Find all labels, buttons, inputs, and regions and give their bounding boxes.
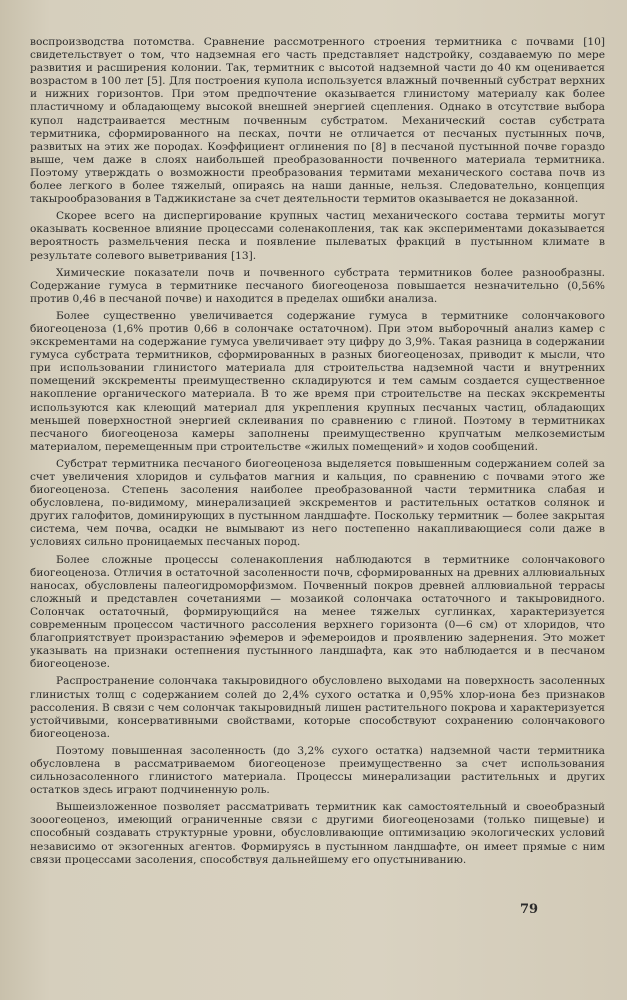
paragraph-2: Скорее всего на диспергирование крупных частиц механического состава термиты могут оказывать косвенное влияние процессами соленакопления, так как экспериментами доказывается вероятность размельчения песка и появление пылеватых фракций в пустынном климате в результате солевого выветривания [13]. bbox=[30, 210, 605, 262]
paragraph-3: Химические показатели почв и почвенного субстрата термитников более разнообразны. Содержание гумуса в термитнике песчаного биогеоценоза повышается незначительно (0,56% против 0,46 в песчаной почве) и находится в пределах ошибки анализа. bbox=[30, 266, 605, 305]
paragraph-5: Субстрат термитника песчаного биогеоценоза выделяется повышенным содержанием солей за счет увеличения хлоридов и сульфатов магния и кальция, по сравнению с почвами этого же биогеоценоза. Степень засоления наиболее преобразованной части термитника слабая и обусловлена, по-видимому, минерализацией экскрементов и растительных остатков солянок и других галофитов, доминирующих в пустынном ландшафте. Поскольку термитник — более закрытая система, чем почва, осадки не вымывают из него постепенно накапливающиеся соли даже в условиях сильно проницаемых песчаных пород. bbox=[30, 457, 605, 549]
paragraph-1: воспроизводства потомства. Сравнение рассмотренного строения термитника с почвами [10] свидетельствует о том, что надземная его часть представляет надстройку, создаваемую по мере развития и расширения колонии. Так, термитник с высотой надземной части до 40 км оценивается возрастом в 100 лет [5]. Для построения купола используется влажный почвенный субстрат верхних и нижних горизонтов. При этом предпочтение оказывается глинистому материалу как более пластичному и обладающему высокой внешней энергией сцепления. Однако в отсутствие выбора купол надстраивается местным почвенным субстратом. Механический состав субстрата термитника, сформированного на песках, почти не отличается от песчаных пустынных почв, развитых на этих же породах. Коэффициент оглинения по [8] в песчаной пустынной почве гораздо выше, чем даже в слоях наибольшей преобразованности почвенного материала термитника. Поэтому утверждать о возможности преобразования термитами механического состава почв из более легкого в более тяжелый, опираясь на наши данные, нельзя. Следовательно, концепция такырообразования в Таджикистане за счет деятельности термитов оказывается не доказанной. bbox=[30, 36, 605, 206]
paragraph-7: Распространение солончака такыровидного обусловлено выходами на поверхность засоленных глинистых толщ с содержанием солей до 2,4% сухого остатка и 0,95% хлор-иона без признаков рассоления. В связи с чем солончак такыровидный лишен растительного покрова и характеризуется устойчивыми, консервативными свойствами, которые способствуют сохранению солончакового биогеоценоза. bbox=[30, 675, 605, 740]
paragraph-4: Более существенно увеличивается содержание гумуса в термитнике солончакового биогеоценоза (1,6% против 0,66 в солончаке остаточном). При этом выборочный анализ камер с экскрементами на содержание гумуса увеличивает эту цифру до 3,9%. Такая разница в содержании гумуса субстрата термитников, сформированных в разных биогеоценозах, приводит к мысли, что при использовании глинистого материала для строительства надземной части и внутренних помещений экскременты преимущественно складируются и тем самым создается существенное накопление органического материала. В то же время при строительстве на песках экскременты используются как клеющий материал для укрепления крупных песчаных частиц, обладающих меньшей поверхностной энергией склеивания по сравнению с глиной. Поэтому в термитниках песчаного биогеоценоза камеры заполнены преимущественно крупчатым мелкоземистым материалом, перемещенным при строительстве «жилых помещений» и ходов сообщений. bbox=[30, 309, 605, 453]
paragraph-6: Более сложные процессы соленакопления наблюдаются в термитнике солончакового биогеоценоза. Отличия в остаточной засоленности почв, сформированных на древних аллювиальных наносах, обусловлены палеогидроморфизмом. Почвенный покров древней аллювиальной террасы сложный и представлен сочетаниями — мозаикой солончака остаточного и такыровидного. Солончак остаточный, формирующийся на менее тяжелых суглинках, характеризуется современным процессом частичного рассоления верхнего горизонта (0—6 см) от хлоридов, что благоприятствует произрастанию эфемеров и эфемероидов и проявлению задернения. Это может указывать на признаки остепнения пустынного ландшафта, как это наблюдается и в песчаном биогеоценозе. bbox=[30, 553, 605, 671]
body-text bbox=[30, 36, 605, 867]
paragraph-9: Вышеизложенное позволяет рассматривать термитник как самостоятельный и своеобразный зооогеоценоз, имеющий ограниченные связи с другими биогеоценозами (только пищевые) и способный создавать структурные уровни, обусловливающие оптимизацию экологических условий независимо от экзогенных агентов. Формируясь в пустынном ландшафте, он имеет прямые с ним связи процессами засоления, способствуя дальнейшему его опустыниванию. bbox=[30, 801, 605, 866]
page-number: 79 bbox=[520, 902, 539, 917]
paragraph-8: Поэтому повышенная засоленность (до 3,2% сухого остатка) надземной части термитника обусловлена в рассматриваемом биогеоценозе преимущественно за счет использования сильнозасоленного глинистого материала. Процессы минерализации растительных и других остатков здесь играют подчиненную роль. bbox=[30, 744, 605, 797]
